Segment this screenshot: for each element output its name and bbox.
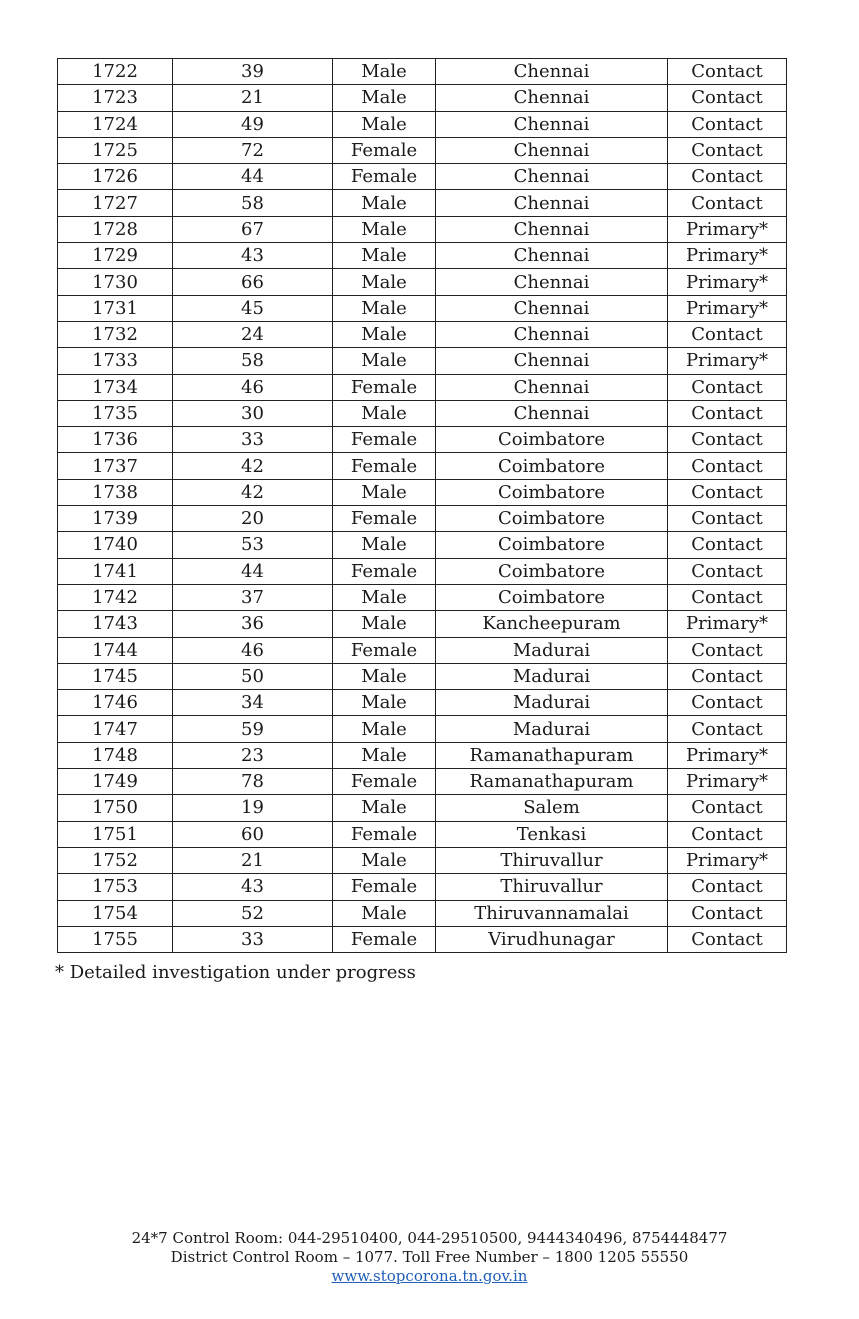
patient-number-cell: 1753 (58, 874, 173, 900)
gender-cell: Female (333, 926, 436, 952)
age-cell: 33 (173, 926, 333, 952)
gender-cell: Female (333, 874, 436, 900)
patient-number-cell: 1735 (58, 400, 173, 426)
case-type-cell: Primary* (668, 769, 787, 795)
table-row (58, 59, 787, 85)
gender-cell: Male (333, 479, 436, 505)
patient-number-cell: 1726 (58, 164, 173, 190)
case-type-cell: Primary* (668, 742, 787, 768)
age-cell: 43 (173, 243, 333, 269)
age-cell: 23 (173, 742, 333, 768)
patient-number-cell: 1729 (58, 243, 173, 269)
age-cell: 39 (173, 59, 333, 85)
age-cell: 52 (173, 900, 333, 926)
table-row (58, 637, 787, 663)
case-type-cell: Contact (668, 427, 787, 453)
table-row (58, 532, 787, 558)
district-cell: Chennai (436, 59, 668, 85)
patient-number-cell: 1723 (58, 85, 173, 111)
gender-cell: Female (333, 453, 436, 479)
district-cell: Coimbatore (436, 584, 668, 610)
case-type-cell: Contact (668, 821, 787, 847)
table-row (58, 900, 787, 926)
district-control-room-info: District Control Room – 1077. Toll Free Number – 1800 1205 55550 (170, 1248, 689, 1266)
age-cell: 58 (173, 348, 333, 374)
age-cell: 42 (173, 453, 333, 479)
gender-cell: Male (333, 716, 436, 742)
patient-number-cell: 1724 (58, 111, 173, 137)
table-row (58, 742, 787, 768)
patient-number-cell: 1752 (58, 847, 173, 873)
district-cell: Chennai (436, 164, 668, 190)
patient-number-cell: 1749 (58, 769, 173, 795)
district-cell: Chennai (436, 295, 668, 321)
gender-cell: Male (333, 295, 436, 321)
gender-cell: Female (333, 164, 436, 190)
case-type-cell: Contact (668, 59, 787, 85)
table-row (58, 611, 787, 637)
district-cell: Kancheepuram (436, 611, 668, 637)
case-type-cell: Primary* (668, 243, 787, 269)
case-type-cell: Primary* (668, 216, 787, 242)
case-type-cell: Contact (668, 321, 787, 347)
table-row (58, 269, 787, 295)
gender-cell: Male (333, 532, 436, 558)
table-row (58, 374, 787, 400)
age-cell: 49 (173, 111, 333, 137)
patient-number-cell: 1745 (58, 663, 173, 689)
case-type-cell: Contact (668, 374, 787, 400)
patient-number-cell: 1748 (58, 742, 173, 768)
case-type-cell: Contact (668, 164, 787, 190)
district-cell: Coimbatore (436, 506, 668, 532)
table-row (58, 926, 787, 952)
case-type-cell: Contact (668, 637, 787, 663)
table-row (58, 216, 787, 242)
table-row (58, 769, 787, 795)
age-cell: 42 (173, 479, 333, 505)
district-cell: Chennai (436, 190, 668, 216)
gender-cell: Male (333, 243, 436, 269)
gender-cell: Male (333, 269, 436, 295)
district-cell: Coimbatore (436, 479, 668, 505)
table-row (58, 190, 787, 216)
footnote: * Detailed investigation under progress (55, 962, 416, 983)
table-row (58, 847, 787, 873)
district-cell: Chennai (436, 85, 668, 111)
table-row (58, 348, 787, 374)
age-cell: 58 (173, 190, 333, 216)
gender-cell: Male (333, 847, 436, 873)
gender-cell: Male (333, 190, 436, 216)
age-cell: 67 (173, 216, 333, 242)
table-row (58, 453, 787, 479)
district-cell: Chennai (436, 137, 668, 163)
gender-cell: Female (333, 137, 436, 163)
footer-website-row (0, 1267, 859, 1286)
patient-number-cell: 1747 (58, 716, 173, 742)
patient-number-cell: 1730 (58, 269, 173, 295)
case-type-cell: Primary* (668, 269, 787, 295)
gender-cell: Male (333, 742, 436, 768)
gender-cell: Female (333, 821, 436, 847)
district-cell: Coimbatore (436, 558, 668, 584)
case-type-cell: Contact (668, 400, 787, 426)
table-row (58, 716, 787, 742)
district-cell: Thiruvannamalai (436, 900, 668, 926)
age-cell: 50 (173, 663, 333, 689)
district-cell: Thiruvallur (436, 847, 668, 873)
patient-number-cell: 1722 (58, 59, 173, 85)
age-cell: 33 (173, 427, 333, 453)
gender-cell: Male (333, 85, 436, 111)
district-cell: Ramanathapuram (436, 769, 668, 795)
age-cell: 30 (173, 400, 333, 426)
age-cell: 20 (173, 506, 333, 532)
patient-number-cell: 1739 (58, 506, 173, 532)
district-cell: Coimbatore (436, 427, 668, 453)
gender-cell: Female (333, 374, 436, 400)
gender-cell: Male (333, 584, 436, 610)
case-type-cell: Primary* (668, 847, 787, 873)
case-type-cell: Contact (668, 926, 787, 952)
case-type-cell: Contact (668, 900, 787, 926)
gender-cell: Male (333, 216, 436, 242)
district-cell: Chennai (436, 374, 668, 400)
patient-number-cell: 1750 (58, 795, 173, 821)
district-cell: Chennai (436, 400, 668, 426)
gender-cell: Male (333, 663, 436, 689)
age-cell: 66 (173, 269, 333, 295)
table-row (58, 427, 787, 453)
table-row (58, 243, 787, 269)
gender-cell: Female (333, 506, 436, 532)
patient-number-cell: 1738 (58, 479, 173, 505)
case-type-cell: Contact (668, 663, 787, 689)
district-cell: Ramanathapuram (436, 742, 668, 768)
age-cell: 44 (173, 558, 333, 584)
gender-cell: Female (333, 558, 436, 584)
age-cell: 21 (173, 85, 333, 111)
age-cell: 19 (173, 795, 333, 821)
patient-number-cell: 1727 (58, 190, 173, 216)
patient-number-cell: 1737 (58, 453, 173, 479)
table-row (58, 479, 787, 505)
gender-cell: Male (333, 400, 436, 426)
table-row (58, 85, 787, 111)
gender-cell: Male (333, 321, 436, 347)
district-cell: Madurai (436, 690, 668, 716)
gender-cell: Male (333, 59, 436, 85)
table-row (58, 164, 787, 190)
patient-number-cell: 1743 (58, 611, 173, 637)
district-cell: Chennai (436, 269, 668, 295)
gender-cell: Male (333, 690, 436, 716)
patient-table-body (58, 59, 787, 953)
patient-number-cell: 1740 (58, 532, 173, 558)
case-type-cell: Contact (668, 558, 787, 584)
case-type-cell: Contact (668, 85, 787, 111)
patient-number-cell: 1744 (58, 637, 173, 663)
gender-cell: Male (333, 611, 436, 637)
district-cell: Tenkasi (436, 821, 668, 847)
district-cell: Chennai (436, 243, 668, 269)
case-type-cell: Contact (668, 190, 787, 216)
district-cell: Chennai (436, 348, 668, 374)
age-cell: 24 (173, 321, 333, 347)
table-row (58, 821, 787, 847)
case-type-cell: Primary* (668, 295, 787, 321)
patient-number-cell: 1754 (58, 900, 173, 926)
district-cell: Coimbatore (436, 453, 668, 479)
age-cell: 53 (173, 532, 333, 558)
patient-number-cell: 1728 (58, 216, 173, 242)
district-cell: Virudhunagar (436, 926, 668, 952)
patient-number-cell: 1755 (58, 926, 173, 952)
gender-cell: Male (333, 348, 436, 374)
table-row (58, 506, 787, 532)
gender-cell: Female (333, 427, 436, 453)
age-cell: 37 (173, 584, 333, 610)
patient-number-cell: 1742 (58, 584, 173, 610)
gender-cell: Male (333, 111, 436, 137)
patient-number-cell: 1732 (58, 321, 173, 347)
district-cell: Madurai (436, 637, 668, 663)
age-cell: 46 (173, 637, 333, 663)
case-type-cell: Contact (668, 690, 787, 716)
age-cell: 72 (173, 137, 333, 163)
table-row (58, 690, 787, 716)
district-cell: Madurai (436, 663, 668, 689)
table-row (58, 558, 787, 584)
case-type-cell: Contact (668, 137, 787, 163)
age-cell: 43 (173, 874, 333, 900)
patient-number-cell: 1725 (58, 137, 173, 163)
patient-table (57, 58, 787, 953)
case-type-cell: Contact (668, 795, 787, 821)
table-row (58, 321, 787, 347)
district-cell: Chennai (436, 216, 668, 242)
patient-number-cell: 1734 (58, 374, 173, 400)
case-type-cell: Primary* (668, 611, 787, 637)
table-row (58, 111, 787, 137)
table-row (58, 584, 787, 610)
table-row (58, 663, 787, 689)
table-row (58, 874, 787, 900)
patient-number-cell: 1741 (58, 558, 173, 584)
gender-cell: Female (333, 637, 436, 663)
gender-cell: Female (333, 769, 436, 795)
website-link[interactable]: www.stopcorona.tn.gov.in (331, 1267, 528, 1285)
case-type-cell: Contact (668, 479, 787, 505)
age-cell: 45 (173, 295, 333, 321)
control-room-info: 24*7 Control Room: 044-29510400, 044-29510500, 9444340496, 8754448477 (131, 1229, 728, 1247)
patient-number-cell: 1746 (58, 690, 173, 716)
case-type-cell: Contact (668, 532, 787, 558)
district-cell: Madurai (436, 716, 668, 742)
age-cell: 44 (173, 164, 333, 190)
district-cell: Chennai (436, 111, 668, 137)
age-cell: 46 (173, 374, 333, 400)
district-cell: Coimbatore (436, 532, 668, 558)
case-type-cell: Contact (668, 506, 787, 532)
age-cell: 34 (173, 690, 333, 716)
case-type-cell: Contact (668, 453, 787, 479)
age-cell: 60 (173, 821, 333, 847)
table-row (58, 137, 787, 163)
case-type-cell: Contact (668, 874, 787, 900)
age-cell: 36 (173, 611, 333, 637)
district-cell: Salem (436, 795, 668, 821)
gender-cell: Male (333, 795, 436, 821)
case-type-cell: Contact (668, 584, 787, 610)
district-cell: Chennai (436, 321, 668, 347)
age-cell: 59 (173, 716, 333, 742)
table-row (58, 400, 787, 426)
case-type-cell: Contact (668, 111, 787, 137)
patient-number-cell: 1731 (58, 295, 173, 321)
gender-cell: Male (333, 900, 436, 926)
table-row (58, 295, 787, 321)
age-cell: 21 (173, 847, 333, 873)
case-type-cell: Contact (668, 716, 787, 742)
patient-number-cell: 1733 (58, 348, 173, 374)
district-cell: Thiruvallur (436, 874, 668, 900)
patient-number-cell: 1736 (58, 427, 173, 453)
table-row (58, 795, 787, 821)
case-type-cell: Primary* (668, 348, 787, 374)
patient-number-cell: 1751 (58, 821, 173, 847)
age-cell: 78 (173, 769, 333, 795)
